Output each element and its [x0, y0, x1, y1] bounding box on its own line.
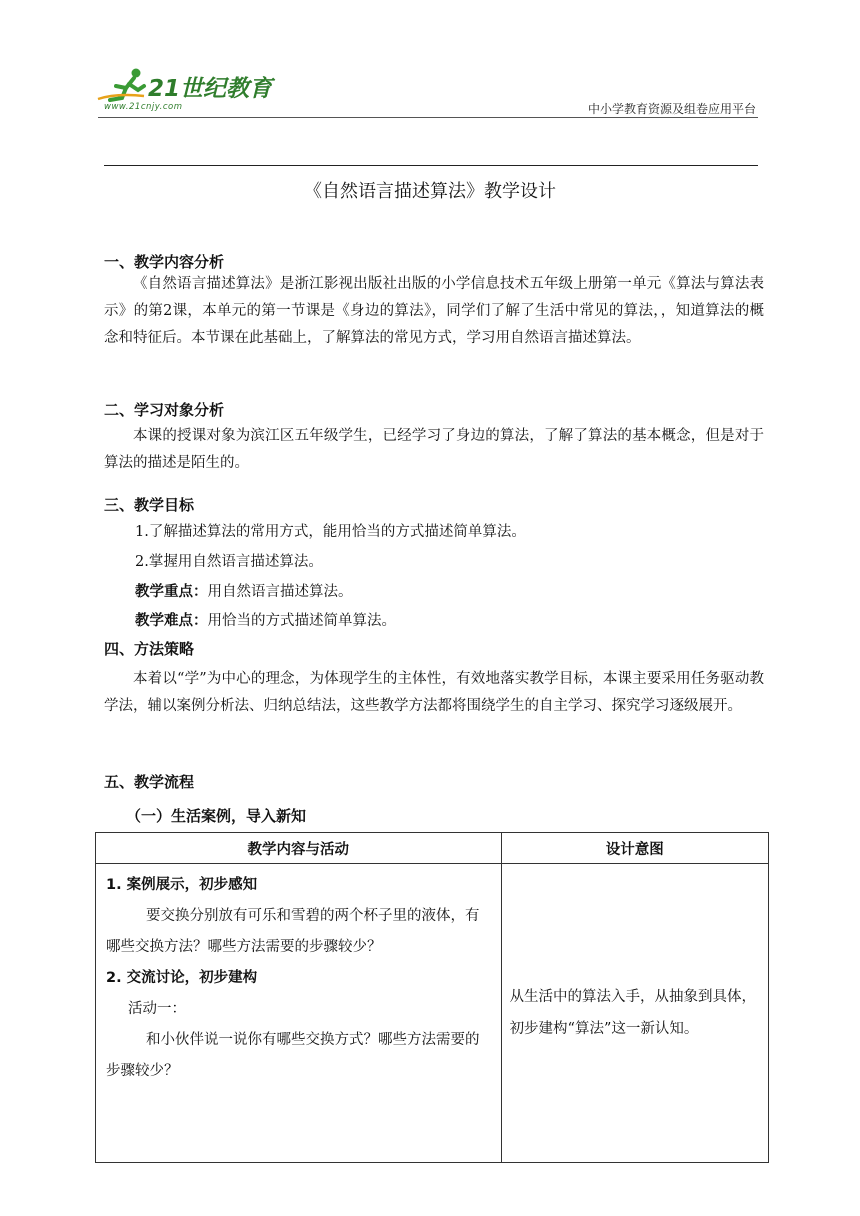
goal-1: 1.了解描述算法的常用方式，能用恰当的方式描述简单算法。: [135, 524, 526, 540]
key-point: [135, 580, 353, 601]
item-1-title: 1. 案例展示，初步感知: [106, 877, 258, 893]
section-heading-learner-analysis: 二、学习对象分析: [104, 401, 225, 419]
content-activities-cell: [96, 864, 502, 1163]
header-design-intent: 设计意图: [501, 833, 768, 864]
difficult-point: [135, 609, 396, 630]
goal-2: 2.掌握用自然语言描述算法。: [135, 554, 323, 570]
header-divider: [98, 117, 758, 118]
table-row: [96, 864, 769, 1163]
section-heading-method-strategy: 四、方法策略: [104, 640, 195, 658]
platform-name: 中小学教育资源及组卷应用平台: [587, 102, 756, 116]
content-analysis-body: 《自然语言描述算法》是浙江影视出版社出版的小学信息技术五年级上册第一单元《算法与算法表示》的第2课，本单元的第一节课是《身边的算法》，同学们了解了生活中常见的算法，，知道算法的概念和特征后。本节课在此基础上，了解算法的常见方式，学习用自然语言描述算法。: [104, 276, 764, 346]
item-1-body: 要交换分别放有可乐和雪碧的两个杯子里的液体，有哪些交换方法？哪些方法需要的步骤较少？: [106, 908, 480, 955]
section-heading-teaching-goals: 三、教学目标: [104, 496, 195, 514]
teaching-process-table: [95, 832, 769, 1163]
logo: [96, 66, 296, 116]
difficult-point-text: 用恰当的方式描述简单算法。: [207, 613, 396, 629]
table-header-row: [96, 833, 769, 864]
section-heading-teaching-process: 五、教学流程: [104, 773, 195, 791]
design-intent-cell: 从生活中的算法入手，从抽象到具体，初步建构“算法”这一新认知。: [501, 864, 768, 1163]
section-heading-content-analysis: 一、教学内容分析: [104, 253, 225, 271]
header-content-activities: 教学内容与活动: [96, 833, 502, 864]
subsection-heading-life-case: （一）生活案例，导入新知: [126, 807, 307, 825]
title-divider: [104, 165, 758, 166]
runner-logo-icon: [96, 66, 156, 106]
logo-text: 21世纪教育: [148, 76, 273, 102]
key-point-text: 用自然语言描述算法。: [207, 584, 353, 600]
difficult-point-label: 教学难点：: [135, 613, 208, 629]
item-2-title: 2. 交流讨论，初步建构: [106, 970, 258, 986]
key-point-label: 教学重点：: [135, 584, 208, 600]
page-header: [96, 66, 756, 116]
learner-analysis-body: 本课的授课对象为滨江区五年级学生，已经学习了身边的算法，了解了算法的基本概念，但是对于算法的描述是陌生的。: [104, 428, 764, 471]
method-strategy-body: 本着以“学”为中心的理念，为体现学生的主体性，有效地落实教学目标，本课主要采用任务驱动教学法，辅以案例分析法、归纳总结法，这些教学方法都将围绕学生的自主学习、探究学习逐级展开。: [104, 671, 764, 714]
activity-body: 和小伙伴说一说你有哪些交换方式？哪些方法需要的步骤较少？: [106, 1032, 480, 1079]
logo-url: www.21cnjy.com: [104, 102, 183, 112]
document-title: 《自然语言描述算法》教学设计: [304, 181, 556, 202]
activity-label: 活动一：: [128, 1001, 186, 1017]
